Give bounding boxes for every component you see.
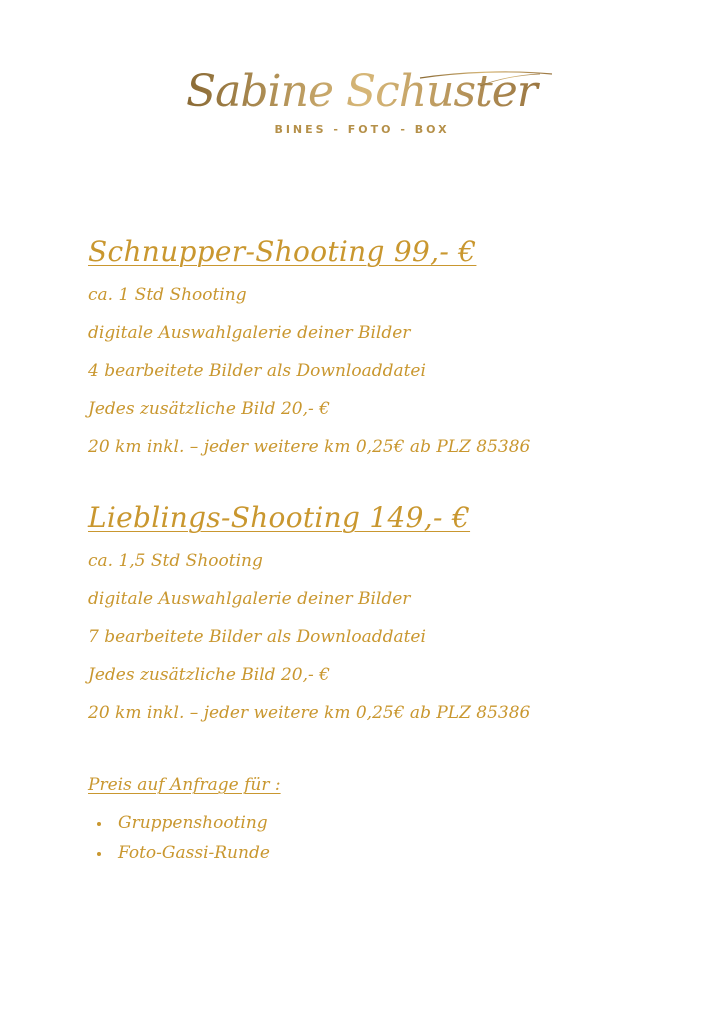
- logo-subtitle: BINES - FOTO - BOX: [274, 123, 450, 136]
- sabine-schuster-signature-logo: [180, 58, 560, 128]
- package-detail: Jedes zusätzliche Bild 20,- €: [88, 399, 330, 419]
- package-detail: 7 bearbeitete Bilder als Downloaddatei: [88, 627, 426, 647]
- package-title: Schnupper-Shooting 99,- €: [88, 235, 477, 268]
- package-details: [88, 542, 688, 732]
- package-schnupper: [88, 228, 688, 466]
- package-detail: digitale Auswahlgalerie deiner Bilder: [88, 323, 411, 343]
- package-detail: 4 bearbeitete Bilder als Downloaddatei: [88, 361, 426, 381]
- package-detail: ca. 1,5 Std Shooting: [88, 551, 263, 571]
- inquiry-item: • Foto-Gassi-Runde: [112, 838, 688, 868]
- inquiry-title: Preis auf Anfrage für :: [88, 775, 281, 795]
- inquiry-list: [88, 808, 688, 868]
- package-detail: 20 km inkl. – jeder weitere km 0,25€ ab PLZ 85386: [88, 703, 531, 723]
- package-title: Lieblings-Shooting 149,- €: [88, 501, 471, 534]
- package-details: [88, 276, 688, 466]
- package-detail: digitale Auswahlgalerie deiner Bilder: [88, 589, 411, 609]
- package-detail: ca. 1 Std Shooting: [88, 285, 247, 305]
- package-detail: 20 km inkl. – jeder weitere km 0,25€ ab PLZ 85386: [88, 437, 531, 457]
- price-on-request: [88, 770, 688, 868]
- price-content: [88, 228, 688, 868]
- inquiry-item: • Gruppenshooting: [112, 808, 688, 838]
- logo: [0, 58, 724, 148]
- package-detail: Jedes zusätzliche Bild 20,- €: [88, 665, 330, 685]
- logo-signature-text: Sabine Schuster: [186, 66, 537, 117]
- package-lieblings: [88, 494, 688, 732]
